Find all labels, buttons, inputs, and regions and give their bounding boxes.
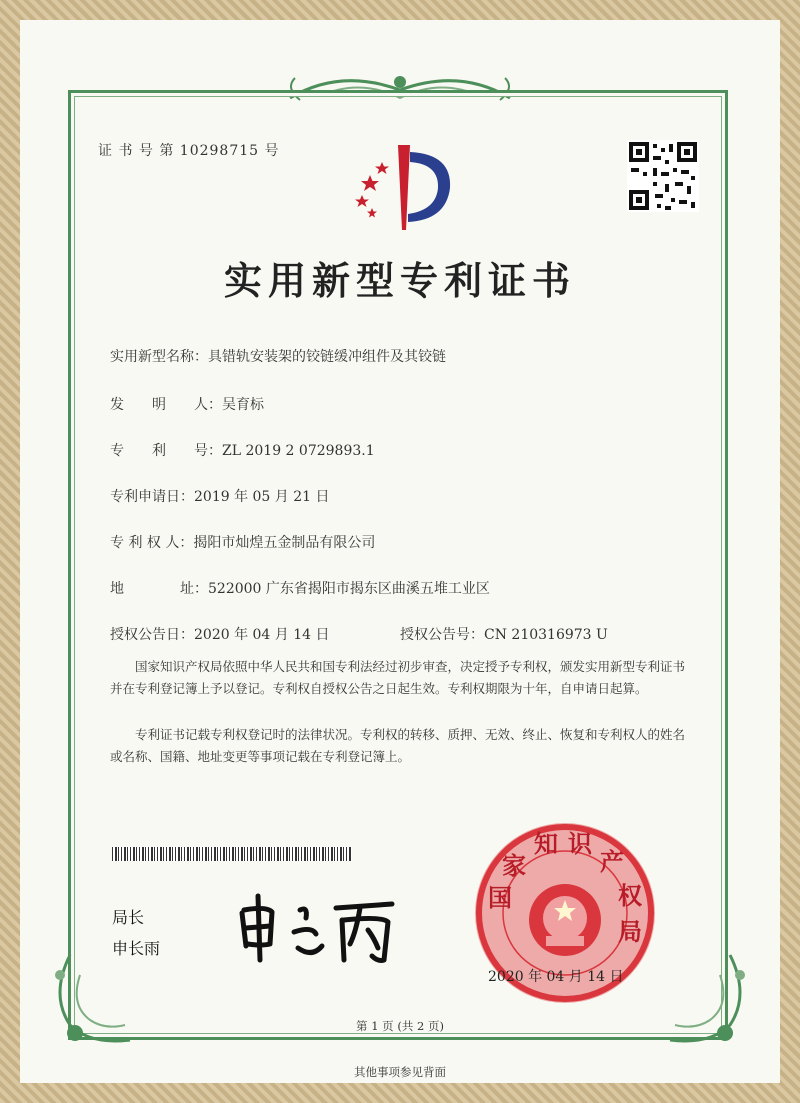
svg-text:产: 产 xyxy=(600,847,624,876)
certificate-number: 证 书 号 第 10298715 号 xyxy=(98,143,280,159)
inventor-row xyxy=(110,394,264,414)
grant-date-value: 2020 年 04 月 14 日 xyxy=(194,627,330,643)
patent-number-row xyxy=(110,440,375,460)
barcode-icon xyxy=(112,847,352,861)
signatory-name: 申长雨 xyxy=(112,939,161,958)
signatory-title: 局长 xyxy=(112,908,145,927)
grant-date-label: 授权公告日： xyxy=(110,627,194,643)
patentee-label: 专 利 权 人： xyxy=(110,535,194,551)
handwritten-signature xyxy=(232,888,412,968)
inventor-value: 吴育标 xyxy=(222,397,264,413)
svg-text:知: 知 xyxy=(534,829,558,858)
utility-model-name-value: 具错轨安装架的铰链缓冲组件及其铰链 xyxy=(208,349,446,365)
grant-number-label: 授权公告号： xyxy=(400,627,484,643)
address-value: 522000 广东省揭阳市揭东区曲溪五堆工业区 xyxy=(208,581,490,597)
patent-office-logo-icon xyxy=(340,140,460,235)
bottom-right-corner-ornament xyxy=(650,945,760,1055)
filing-date-label: 专利申请日： xyxy=(110,489,194,505)
seal-date: 2020 年 04 月 14 日 xyxy=(488,969,624,985)
svg-text:权: 权 xyxy=(618,881,642,910)
utility-model-name-row xyxy=(110,346,446,366)
grant-number-value: CN 210316973 U xyxy=(484,627,608,643)
utility-model-name-label: 实用新型名称： xyxy=(110,349,208,365)
grant-number-row xyxy=(400,624,608,644)
certificate-title: 实用新型专利证书 xyxy=(223,258,576,303)
svg-text:国: 国 xyxy=(488,883,512,912)
address-label: 地 址： xyxy=(110,581,208,597)
svg-text:识: 识 xyxy=(568,829,592,858)
inventor-label: 发 明 人： xyxy=(110,397,222,413)
address-row xyxy=(110,578,490,598)
qr-code-icon xyxy=(627,140,699,212)
page-number: 第 1 页 (共 2 页) xyxy=(356,1019,444,1033)
grant-date-row xyxy=(110,624,330,644)
patentee-value: 揭阳市灿煌五金制品有限公司 xyxy=(193,535,376,551)
svg-text:家: 家 xyxy=(502,851,526,880)
bottom-left-corner-ornament xyxy=(40,945,150,1055)
back-page-note: 其他事项参见背面 xyxy=(354,1065,446,1079)
patent-number-value: ZL 2019 2 0729893.1 xyxy=(222,443,375,459)
patentee-row xyxy=(110,532,375,552)
grant-statement-paragraph: 国家知识产权局依照中华人民共和国专利法经过初步审查，决定授予专利权，颁发实用新型专利证书并在专利登记簿上予以登记。专利权自授权公告之日起生效。专利权期限为十年，自申请日起算。 xyxy=(110,659,686,696)
svg-text:局: 局 xyxy=(618,917,642,946)
filing-date-value: 2019 年 05 月 21 日 xyxy=(194,489,330,505)
patent-number-label: 专 利 号： xyxy=(110,443,222,459)
filing-date-row xyxy=(110,486,330,506)
legal-status-paragraph: 专利证书记载专利权登记时的法律状况。专利权的转移、质押、无效、终止、恢复和专利权人的姓名或名称、国籍、地址变更等事项记载在专利登记簿上。 xyxy=(110,727,686,764)
